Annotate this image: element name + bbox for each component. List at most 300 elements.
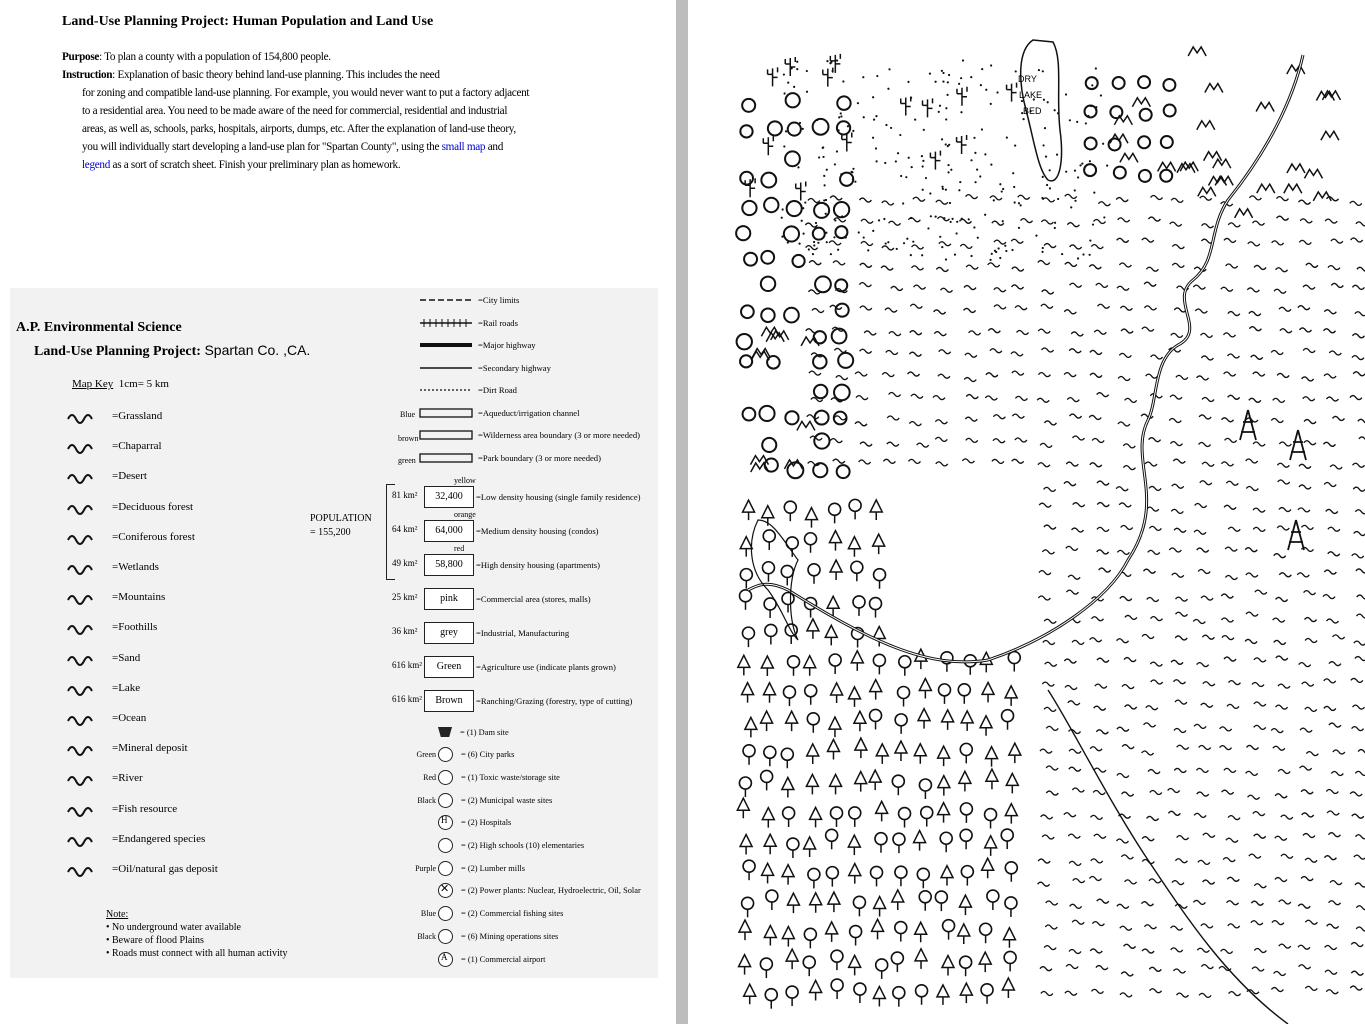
sand-dot [783,145,785,147]
grassland-mark [1199,443,1211,447]
chaparral-mark [761,277,775,291]
grassland-mark [1144,925,1156,929]
sand-dot [950,169,952,171]
sand-dot [1022,118,1024,120]
grassland-mark [882,201,894,205]
sand-dot [1085,122,1087,124]
small-map-link[interactable]: small map [441,141,486,153]
grassland-mark [1149,967,1161,971]
legend-line-label: =Aqueduct/irrigation channel [478,407,580,418]
map-key-label: =Oil/natural gas deposit [112,863,218,875]
deciduous-mark [781,565,793,577]
grassland-mark [1328,833,1340,837]
fish-icon [60,800,108,818]
conifer-mark [980,716,992,736]
grassland-mark [1246,612,1258,616]
oil-derrick-mark [1240,410,1256,440]
facility-item [410,722,509,742]
grassland-mark [1333,635,1345,639]
map-key-label: =Fish resource [112,802,178,815]
grassland-mark [808,198,820,202]
grassland-mark [1251,901,1263,905]
deciduous-mark [960,829,972,841]
legend-line-item [418,337,536,353]
deciduous-mark [892,775,904,787]
chaparral-mark [1164,105,1176,117]
circle-icon [438,861,453,876]
grassland-mark [1120,926,1132,930]
sand-dot [956,221,958,223]
sand-dot [970,76,972,78]
sand-dot [815,222,817,224]
sand-dot [1045,155,1047,157]
grassland-mark [1299,240,1311,244]
grassland-mark [1199,993,1211,997]
conifer-mark [874,897,886,917]
conifer-mark [810,807,822,827]
legend-line-item [418,360,551,376]
sand-dot [895,160,897,162]
legend-line-label: =Dirt Road [478,385,517,395]
sand-dot [1079,164,1081,166]
grassland-mark [1277,463,1289,467]
grassland-mark [1125,615,1137,619]
grassland-mark [830,439,842,443]
map-key-label: =Endangered species [112,832,206,845]
conifer-mark [915,649,927,669]
grassland-mark [1254,725,1266,729]
legend-line-label: =City limits [478,295,520,305]
sand-dot [884,162,886,164]
grassland-mark [1297,573,1309,577]
deciduous-mark [742,897,754,909]
grassland-mark [1228,816,1240,820]
grassland-mark [1201,703,1213,707]
conifer-mark [851,651,863,671]
facility-color: Purple [415,863,436,873]
chaparral-mark [784,226,799,241]
grassland-mark [1324,706,1336,710]
oil-derrick-icon [60,860,108,878]
sand-dot [970,255,972,257]
sand-dot [947,164,949,166]
legend-line-label: =Rail roads [478,317,518,328]
sand-dot [1011,249,1013,251]
conifer-mark [986,747,998,767]
zone-label: =Industrial, Manufacturing [476,628,570,638]
grassland-mark [1125,880,1137,884]
legend-line-item [418,292,519,308]
grassland-mark [1176,993,1188,997]
grassland-mark [1271,350,1283,354]
deciduous-mark [895,866,907,878]
grassland-mark [1142,837,1154,841]
sand-dot [962,59,964,61]
grassland-mark [882,246,894,250]
grassland-mark [1356,927,1365,931]
grassland-mark [1071,332,1083,336]
conifer-mark [979,952,991,972]
grassland-mark [1299,663,1311,667]
line-style-icon [418,294,474,306]
deciduous-mark [760,958,772,970]
grassland-mark [966,265,978,269]
grassland-mark [1098,202,1110,206]
grassland-mark [1227,901,1239,905]
page-divider [676,0,688,1024]
sand-dot [1089,239,1091,241]
airport-icon [438,952,453,967]
legend-link[interactable]: legend [82,159,111,171]
grassland-mark [1246,487,1258,491]
grassland-mark [1172,263,1184,267]
sand-dot [888,68,890,70]
deciduous-mark [1005,862,1017,874]
conifer-mark [762,808,774,828]
grassland-mark [1012,371,1024,375]
grassland-mark [1302,377,1314,381]
sand-dot [958,189,960,191]
conifer-mark [982,858,994,878]
deciduous-mark [786,537,798,549]
chaparral-mark [736,226,750,240]
grassland-mark [1329,662,1341,666]
sand-dot [1106,165,1108,167]
conifer-mark [740,537,752,557]
legend-line-label: =Park boundary (3 or more needed) [478,452,601,463]
grassland-mark [836,376,848,380]
grassland-mark [912,245,924,249]
chaparral-mark [740,355,752,367]
sand-dot [1042,144,1044,146]
grassland-mark [1221,594,1233,598]
grassland-mark [1065,262,1077,266]
sand-dot [1041,197,1043,199]
notes-section [106,908,288,960]
sand-dot [1014,144,1016,146]
grassland-mark [1125,705,1137,709]
grassland-mark [1046,791,1058,795]
sand-dot [1081,162,1083,164]
mountain-mark [1235,209,1253,218]
chaparral-mark [1138,76,1150,88]
grassland-mark [1117,904,1129,908]
grassland-mark [1117,727,1129,731]
grassland-mark [887,416,899,420]
grassland-mark [1298,904,1310,908]
sand-dot [950,221,952,223]
grassland-mark [1303,834,1315,838]
grassland-mark [1171,198,1183,202]
grassland-mark [1299,200,1311,204]
sand-dot [1074,189,1076,191]
grassland-mark [1355,883,1365,887]
grassland-mark [1142,635,1154,639]
grassland-mark [856,396,868,400]
grassland-mark [1352,334,1364,338]
grassland-mark [1172,245,1184,249]
grassland-mark [1272,921,1284,925]
grassland-mark [909,352,921,356]
grassland-mark [1066,462,1078,466]
grassland-mark [1120,306,1132,310]
grassland-mark [1097,393,1109,397]
sand-dot [1004,245,1006,247]
conifer-mark [849,955,861,975]
map-key-item [60,648,140,668]
document-page-1 [0,0,676,1024]
grassland-mark [1174,768,1186,772]
grassland-mark [966,395,978,399]
grassland-mark [1092,617,1104,621]
grassland-mark [1203,880,1215,884]
document-title: Land-Use Planning Project: Human Population and Land Use [62,14,434,29]
conifer-mark [738,655,750,675]
foothills-icon [60,618,108,636]
sand-dot [897,152,899,154]
deciduous-mark [958,684,970,696]
sand-dot [1100,94,1102,96]
deciduous-mark [761,770,773,782]
grassland-mark [812,309,824,313]
grassland-mark [911,394,923,398]
chaparral-mark [1086,77,1098,89]
deciduous-mark [895,714,907,726]
grassland-mark [1041,815,1053,819]
grassland-mark [908,372,920,376]
facility-label: = (2) Power plants: Nuclear, Hydroelectric, Oil, Solar [461,886,641,896]
grassland-mark [1358,419,1365,423]
grassland-mark [1280,329,1292,333]
line-style-icon [418,429,474,441]
grassland-mark [1224,238,1236,242]
deciduous-mark [765,989,777,1001]
instruction-text-1: : Explanation of basic theory behind land-use planning. This includes the need [112,69,440,81]
grassland-mark [1273,398,1285,402]
instruction-body [62,84,532,174]
dam-icon [438,727,452,737]
grassland-mark [1305,858,1317,862]
sand-dot [872,230,874,232]
grassland-mark [935,437,947,441]
note-item: • Beware of flood Plains [106,935,204,946]
deciduous-mark [831,950,843,962]
conifer-mark [739,920,751,940]
grassland-mark [860,306,872,310]
sand-dot [845,236,847,238]
grassland-mark [1067,223,1079,227]
map-key-label: =Desert [112,470,147,483]
grassland-mark [1305,986,1317,990]
sand-dot [922,165,924,167]
grassland-mark [1246,771,1258,775]
deciduous-mark [960,803,972,815]
note-title: Note: [106,909,129,920]
mountain-mark [1287,65,1305,74]
zone-label: =Medium density housing (condos) [476,526,599,536]
grassland-mark [1169,548,1181,552]
grassland-mark [1176,597,1188,601]
sand-dot [951,218,953,220]
grassland-mark [1246,573,1258,577]
sand-dot [925,177,927,179]
grassland-mark [1301,525,1313,529]
grassland-mark [1091,815,1103,819]
grassland-mark [1253,442,1265,446]
sand-dot [981,128,983,130]
sand-dot [885,242,887,244]
grassland-mark [1357,267,1365,271]
conifer-mark [938,746,950,766]
deciduous-mark [851,561,863,573]
chaparral-mark [761,173,776,188]
grassland-mark [1151,680,1163,684]
deciduous-mark [874,569,886,581]
sand-dot [824,184,826,186]
grassland-mark [1201,596,1213,600]
grassland-mark [1017,331,1029,335]
sand-dot [1065,93,1067,95]
grassland-mark [1224,505,1236,509]
mountain-mark [1204,152,1222,161]
grassland-mark [1352,285,1364,289]
sand-dot [793,86,795,88]
sand-dot [1103,216,1105,218]
sand-dot [1093,192,1095,194]
grassland-mark [1251,921,1263,925]
conifer-mark [855,738,867,758]
sand-dot [984,153,986,155]
grassland-mark [1038,373,1050,377]
grassland-mark [1228,395,1240,399]
conifer-mark [938,776,950,796]
lake-label-line-1: DRY [1018,74,1037,84]
deciduous-mark [804,928,816,940]
sand-dot [840,173,842,175]
sand-dot [960,77,962,79]
grassland-mark [1353,372,1365,376]
mountain-mark [1197,121,1215,130]
grassland-mark [1117,286,1129,290]
conifer-mark [870,680,882,700]
grassland-mark [1147,816,1159,820]
sand-dot [806,70,808,72]
chaparral-mark [813,228,825,240]
grassland-mark [1201,356,1213,360]
grassland-mark [1175,700,1187,704]
legend-line-label: =Secondary highway [478,362,551,373]
grassland-mark [1089,265,1101,269]
grassland-mark [1245,548,1257,552]
deciduous-mark [898,686,910,698]
grassland-mark [1012,267,1024,271]
grassland-mark [1193,285,1205,289]
grassland-mark [1065,991,1077,995]
conifer-mark [761,711,773,731]
conifer-mark [1006,773,1018,793]
grassland-mark [1171,926,1183,930]
conifer-mark [764,683,776,703]
chaparral-mark [813,463,827,477]
sand-dot [942,80,944,82]
map-key-label: =Ocean [112,712,147,724]
grassland-mark [1097,503,1109,507]
grassland-mark [1145,462,1157,466]
cactus-mark [1007,83,1017,102]
grassland-mark [809,371,821,375]
grassland-mark [1174,729,1186,733]
grassland-mark [1274,972,1286,976]
conifer-mark [895,741,907,761]
chaparral-mark [740,125,752,137]
grassland-mark [1277,216,1289,220]
chaparral-mark [762,438,776,452]
conifer-mark [958,924,970,944]
conifer-mark [825,625,837,645]
grassland-mark [1044,619,1056,623]
facility-label: = (2) Hospitals [461,818,512,828]
cactus-mark [901,97,911,116]
sand-dot [974,181,976,183]
grassland-mark [1299,328,1311,332]
grassland-mark [1121,855,1133,859]
grassland-mark [936,200,948,204]
deciduous-mark [940,832,952,844]
sand-dot [981,68,983,70]
grassland-mark [1094,768,1106,772]
grassland-mark [1298,945,1310,949]
grassland-mark [1355,771,1365,775]
grassland-mark [964,286,976,290]
grassland-mark [1301,877,1313,881]
grassland-mark [1172,484,1184,488]
grassland-mark [1146,267,1158,271]
grassland-mark [1072,920,1084,924]
grassland-mark [1203,833,1215,837]
grassland-mark [1038,463,1050,467]
grassland-mark [1120,597,1132,601]
grassland-mark [1199,745,1211,749]
sand-dot [1005,250,1007,252]
chaparral-mark [1085,137,1097,149]
grassland-mark [1327,924,1339,928]
sand-dot [960,111,962,113]
grassland-mark [1303,349,1315,353]
grassland-mark [1042,682,1054,686]
chaparral-mark [815,411,829,425]
grassland-mark [1305,638,1317,642]
zone-label: =Agriculture use (indicate plants grown) [476,662,616,672]
grassland-mark [1068,575,1080,579]
facility-item [410,858,525,878]
grassland-mark [938,374,950,378]
grassland-mark [1225,438,1237,442]
legend-line-item [418,405,580,421]
sand-dot [1070,206,1072,208]
chaparral-mark [1140,109,1152,121]
grassland-mark [1090,373,1102,377]
grassland-mark [834,416,846,420]
zone-box: pink [424,588,474,610]
conifer-mark [914,831,926,851]
grassland-mark [1199,415,1211,419]
map-key-item [60,799,177,819]
grassland-mark [1353,487,1365,491]
sand-dot [1002,188,1004,190]
grassland-mark [1350,792,1362,796]
grassland-mark [1117,238,1129,242]
line-style-icon [418,317,474,329]
